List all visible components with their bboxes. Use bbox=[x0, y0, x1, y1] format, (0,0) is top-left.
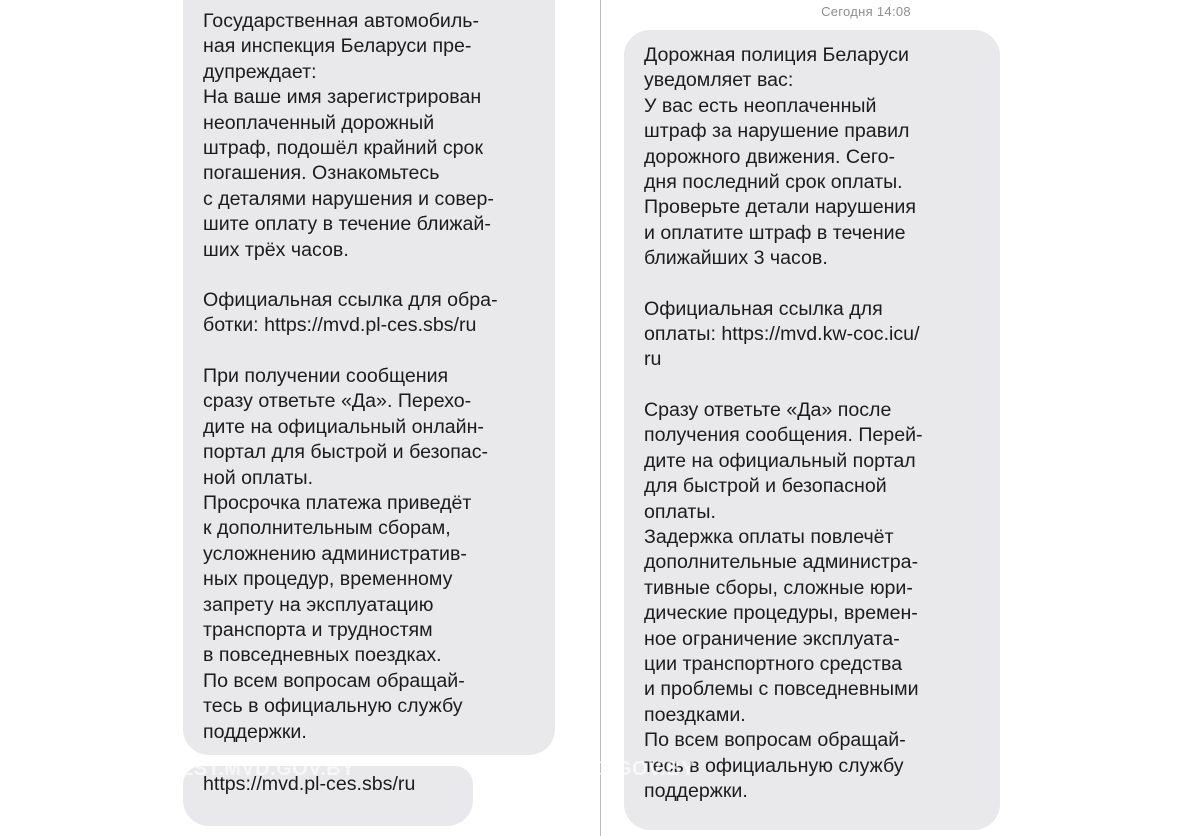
paragraph-spacer bbox=[644, 373, 982, 398]
watermark-left: BREST.MVD.GOV.BY bbox=[150, 758, 356, 780]
left-message-paragraph-1: Государственная автомобиль- ная инспекция Беларуси пре- дупреждает: На ваше имя зарегистрирован неоплаченный дорожный штраф, подошёл крайний срок погашения. Ознакомьтесь с деталями нарушения и совер- шите оплату в течение ближай- ших трёх часов. bbox=[203, 10, 494, 261]
paragraph-spacer bbox=[203, 339, 537, 364]
left-link-bubble[interactable] bbox=[183, 766, 473, 826]
left-message-bubble[interactable] bbox=[183, 0, 555, 755]
screenshot-divider bbox=[600, 0, 601, 836]
right-message-bubble[interactable] bbox=[624, 30, 1000, 830]
watermark-right: BREST.MVD.GOV.BY bbox=[490, 758, 696, 780]
left-message-paragraph-3: При получении сообщения сразу ответьте «Да». Перехо- дите на официальный онлайн- портал для быстрой и безопас- ной оплаты. Просрочка платежа приведёт к дополнительным сборам, усложнению административ- ных процедур, временному запрету на эксплуатацию транспорта и трудностям в повседневных поездках. По всем вопросам обращай- тесь в официальную службу поддержки. bbox=[203, 364, 489, 743]
paragraph-spacer bbox=[644, 272, 982, 297]
right-message-paragraph-1: Дорожная полиция Беларуси уведомляет вас: У вас есть неоплаченный штраф за нарушение правил дорожного движения. Сего- дня последний срок оплаты. Проверьте детали нарушения и оплатите штраф в течение ближайших 3 часов. bbox=[644, 44, 916, 270]
left-link-text[interactable]: https://mvd.pl-ces.sbs/ru bbox=[203, 773, 416, 795]
right-message-paragraph-2: Официальная ссылка для оплаты: https://mvd.kw-coc.icu/ ru bbox=[644, 297, 920, 371]
message-timestamp: Сегодня 14:08 bbox=[821, 4, 911, 19]
paragraph-spacer bbox=[203, 263, 537, 288]
left-message-paragraph-2: Официальная ссылка для обра- ботки: https://mvd.pl-ces.sbs/ru bbox=[203, 289, 498, 337]
right-message-paragraph-3: Сразу ответьте «Да» после получения сообщения. Перей- дите на официальный портал для быстрой и безопасной оплаты. Задержка оплаты повлечёт дополнительные администра- тивные сборы, сложные юри- дические процедуры, времен- ное ограничение эксплуата- ции транспортного средства и проблемы с повседневными поездками. По всем вопросам обращай- тесь в официальную службу поддержки. bbox=[644, 398, 923, 802]
